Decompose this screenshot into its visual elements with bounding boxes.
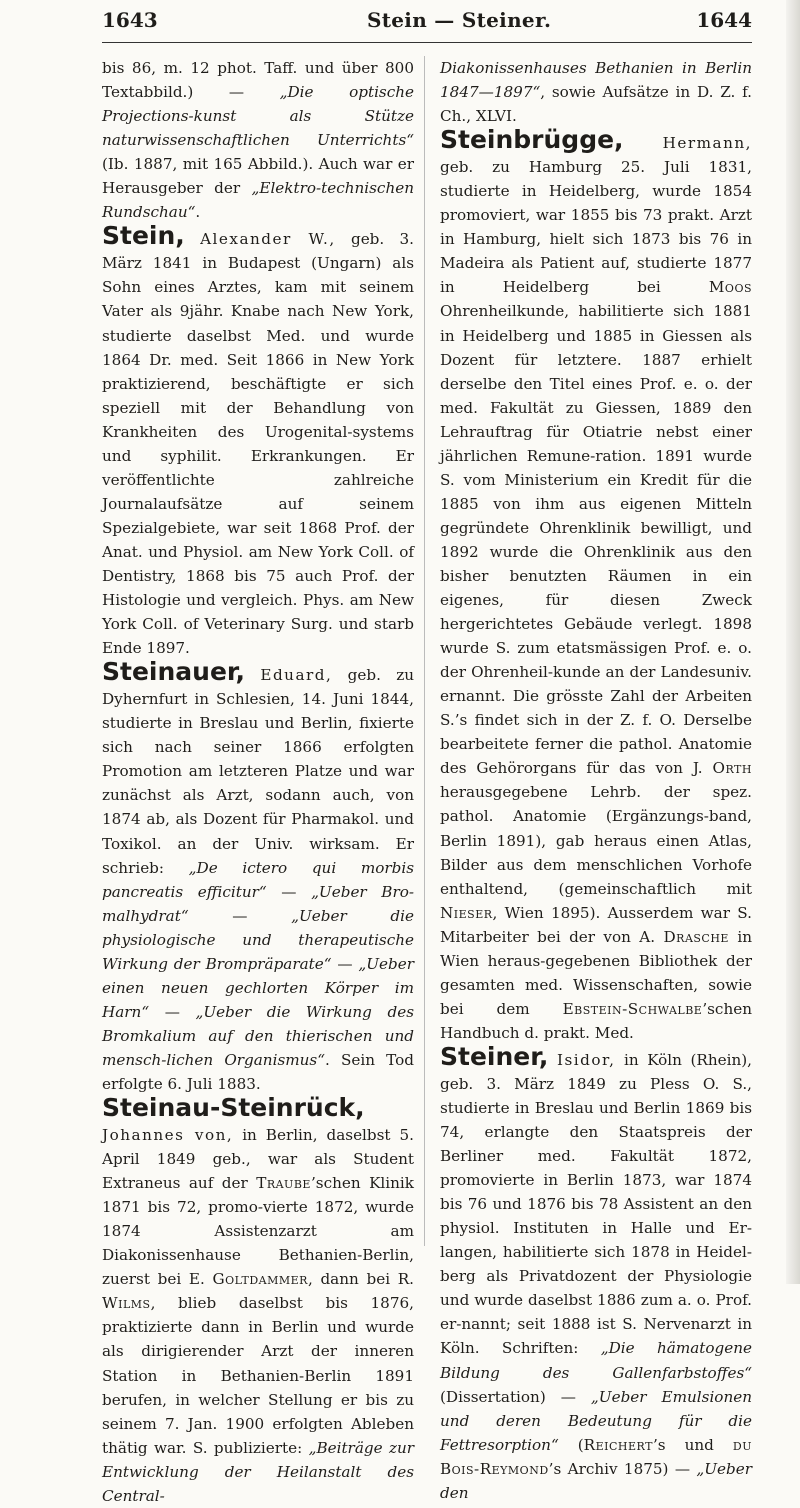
text: ’schen Handbuch d. prakt. Med. (440, 999, 752, 1042)
running-head: Stein — Steiner. (367, 8, 552, 32)
page-edge-shadow (786, 0, 800, 1284)
text: — (266, 882, 312, 901)
person-name: Orth (712, 759, 752, 778)
left-column (102, 56, 414, 1508)
work-title: Diakonissenhauses Bethanien in Berlin 1847—1897“ (440, 59, 752, 102)
text: — (149, 1002, 196, 1021)
person-name: Reichert (583, 1435, 653, 1454)
work-title: „Ueber Emulsionen und deren Bedeutung für die Fettresorption“ (440, 1387, 752, 1454)
person-name: Drasche (663, 927, 729, 946)
text: ’s und (652, 1435, 733, 1454)
work-title: „Beiträge zur Entwicklung der Heilanstalt des Central- (102, 1438, 415, 1505)
text: ( (558, 1435, 584, 1454)
page-number-left: 1643 (102, 8, 158, 32)
person-name: Moos (708, 278, 752, 297)
entry-given-name: Alexander W., (200, 230, 336, 249)
person-name: Wilms (102, 1294, 151, 1313)
person-name: Goltdammer (212, 1270, 308, 1289)
continued-entry (102, 56, 414, 224)
entry-stein (102, 221, 415, 660)
entry-text: geb. zu Dyhernfurt in Schlesien, 14. Juni 1844, studierte in Breslau und Berlin, fixierte sich nach seiner 1866 erfolgten Promotion am letzteren Platze und war zunächst als Arzt, sodann auch, von 1874 ab, als Dozent für Pharmakol. und Toxikol. an der Univ. wirksam. Er schrieb: (102, 666, 415, 877)
work-title: „Die hämatogene Bildung des Gallenfarbstoffes“ (440, 1339, 752, 1382)
work-title: „Die optische Projections-kunst als Stütze naturwissenschaftlichen Unterrichts“ (102, 83, 414, 150)
entry-text: in Köln (Rhein), geb. 3. März 1849 zu Pless O. S., studierte in Breslau und Berlin 1869 bis 74, erlangte den Staatspreis der Berliner med. Fakultät 1872, promovierte in Berlin 1873, war 1874 bis 76 und 1876 bis 78 Assistent an den physiol. Instituten in Halle und Er-langen, habilitierte sich 1878 in Heidel-berg als Privatdozent der Physiologie und wurde daselbst 1886 zum a. o. Prof. er-nannt; seit 1888 ist S. Nervenarzt in Köln. Schriften: (440, 1050, 753, 1358)
text: , sowie Aufsätze in D. Z. f. Ch., XLVI. (440, 83, 752, 126)
entry-headword: Steinau-Steinrück, (102, 1093, 365, 1123)
entry-headword: Steinbrügge, (440, 125, 624, 155)
work-title: „De ictero qui morbis pancreatis efficitur“ (102, 858, 414, 901)
text: Ohrenheilkunde, habilitierte sich 1881 in Heidelberg und 1885 in Giessen als Dozent für letztere. 1887 erhielt derselbe den Titel eines Prof. e. o. der med. Fakultät zu Giessen, 1889 den Lehrauftrag für Otiatrie nebst einer jährlichen Remune-ration. 1891 wurde S. vom Ministerium ein Kredit für die 1885 von ihm aus eigenen Mitteln gegründete Ohrenklinik bewilligt, und 1892 wurde die Ohrenklinik aus den bisher benutzten Räumen in ein eigenes, für diesen Zweck hergerichtetes Gebäude verlegt. 1898 wurde S. zum etatsmässigen Prof. e. o. der Ohrenheil-kunde an der Landesuniv. ernannt. Die grösste Zahl der Arbeiten S.’s findet sich in der Z. f. O. Derselbe bearbeitete ferner die pathol. Anatomie des Gehörorgans für das von J. (440, 302, 752, 778)
work-title: „Ueber Bro-malhydrat“ (102, 882, 415, 925)
entry-given-name: Hermann, (662, 134, 752, 153)
work-title: „Ueber den (440, 1459, 752, 1502)
entry-headword: Steinauer, (102, 657, 246, 687)
text: bis 86, m. 12 phot. Taff. und über 800 Textabbild.) — (102, 59, 414, 102)
text: . (195, 203, 201, 222)
column-divider (424, 56, 425, 1246)
text: ’s Archiv 1875) — (548, 1459, 697, 1478)
page-header (102, 8, 752, 42)
text: (Ib. 1887, mit 165 Abbild.). Auch war er Herausgeber der (102, 155, 414, 198)
text: — (331, 954, 359, 973)
text: , dann bei R. (307, 1270, 414, 1289)
continued-entry (440, 56, 752, 128)
entry-text: in Berlin, daselbst 5. April 1849 geb., war als Student Extraneus auf der (102, 1126, 414, 1193)
entry-steinau-steinrueck (102, 1093, 415, 1508)
entry-given-name: Eduard, (260, 666, 333, 685)
work-title: „Ueber einen neuen gechlorten Körper im Harn“ (102, 954, 414, 1021)
entry-given-name: Isidor, (556, 1050, 616, 1069)
text: herausgegebene Lehrb. der spez. pathol. Anatomie (Ergänzungs-band, Berlin 1891), gab heraus einen Atlas, Bilder aus dem menschlichen Vorhofe enthaltend, (gemeinschaftlich mit (440, 783, 752, 898)
text: — (188, 906, 292, 925)
entry-text: geb. 3. März 1841 in Budapest (Ungarn) als Sohn eines Arztes, kam mit seinem Vater als 9jähr. Knabe nach New York, studierte daselbst Med. und wurde 1864 Dr. med. Seit 1866 in New York praktizierend, beschäftigte er sich speziell mit der Behandlung von Krankheiten des Urogenital-systems und syphilit. Erkrankungen. Er veröffentlichte zahlreiche Journalaufsätze auf seinem Spezialgebiete, war seit 1868 Prof. der Anat. und Physiol. am New York Coll. of Dentistry, 1868 bis 75 auch Prof. der Histologie und vergleich. Phys. am New York Coll. of Veterinary Surg. und starb Ende 1897. (102, 230, 415, 658)
work-title: „Elektro-technischen Rundschau“ (102, 179, 414, 222)
text: ’schen Klinik 1871 bis 72, promo-vierte 1872, wurde 1874 Assistenzarzt am Diakonissenhause Bethanien-Berlin, zuerst bei E. (102, 1174, 414, 1289)
entry-given-name: Johannes von, (102, 1126, 234, 1145)
text: , blieb daselbst bis 1876, praktizierte dann in Berlin und wurde als dirigierender Arzt der inneren Station in Bethanien-Berlin 1891 berufen, in welcher Stellung er bis zu seinem 7. Jan. 1900 erfolgten Ableben thätig war. S. publizierte: (102, 1294, 414, 1457)
text: in Wien heraus-gegebenen Bibliothek der gesamten med. Wissenschaften, sowie bei dem (440, 927, 752, 1018)
entry-headword: Stein, (102, 221, 185, 251)
text: . Sein Tod erfolgte 6. Juli 1883. (102, 1050, 414, 1093)
header-rule (102, 42, 752, 43)
person-name: Ebstein-Schwalbe (562, 999, 703, 1018)
right-column (440, 56, 752, 1505)
text: , Wien 1895). Ausserdem war S. Mitarbeiter bei der von A. (440, 903, 752, 946)
person-name: du Bois-Reymond (440, 1435, 752, 1478)
person-name: Nieser (440, 903, 493, 922)
work-title: „Ueber die physiologische und therapeutische Wirkung der Brompräparate“ (102, 906, 414, 973)
entry-steiner (440, 1041, 753, 1505)
entry-headword: Steiner, (440, 1041, 549, 1071)
work-title: „Ueber die Wirkung des Bromkalium auf den thierischen und mensch-lichen Organismus“ (102, 1002, 414, 1069)
entry-steinauer (102, 657, 415, 1096)
entry-text: geb. zu Hamburg 25. Juli 1831, studierte in Heidelberg, wurde 1854 promoviert, war 1855 bis 73 prakt. Arzt in Hamburg, hielt sich 1873 bis 76 in Madeira als Patient auf, studierte 1877 in Heidelberg bei (440, 158, 752, 297)
text: (Dissertation) — (440, 1387, 591, 1406)
person-name: Traube (256, 1174, 311, 1193)
page-number-right: 1644 (696, 8, 752, 32)
entry-steinbruegge (440, 125, 752, 1045)
